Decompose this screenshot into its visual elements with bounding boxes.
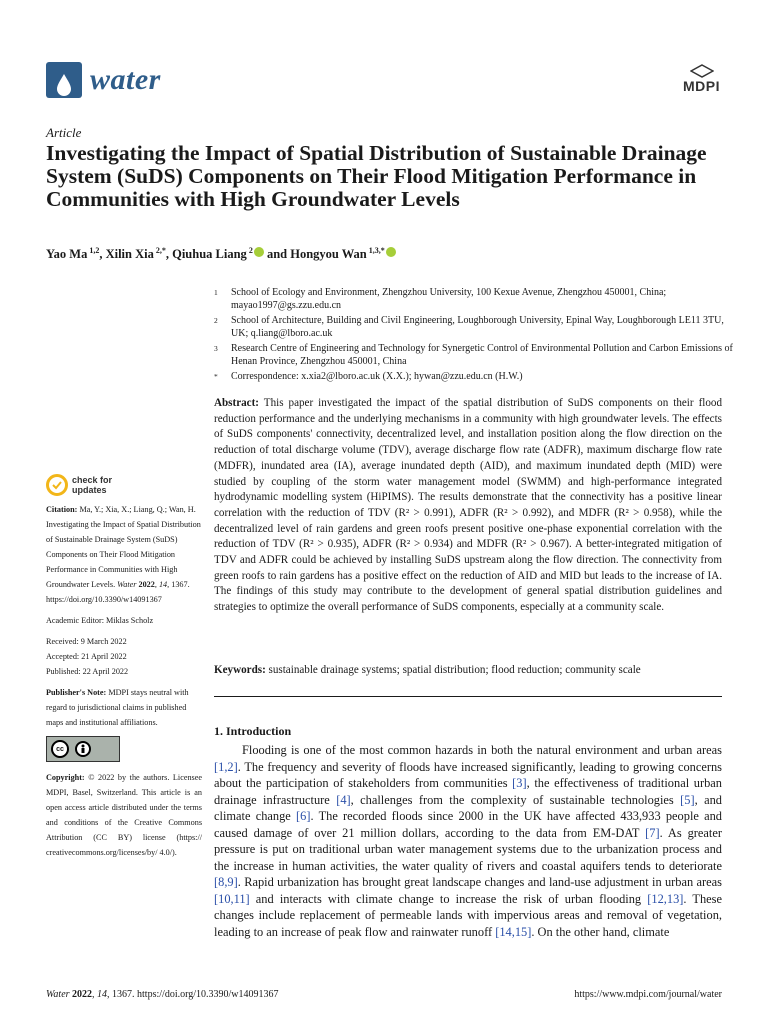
affiliation-item bbox=[214, 314, 734, 340]
affiliation-number: 3 bbox=[214, 344, 218, 353]
orcid-icon[interactable] bbox=[254, 247, 264, 257]
keywords bbox=[214, 664, 722, 676]
article-type: Article bbox=[46, 125, 82, 140]
reference-link[interactable]: [5] bbox=[680, 792, 695, 807]
accepted-date: Accepted: 21 April 2022 bbox=[46, 652, 127, 661]
affiliation-item bbox=[214, 342, 734, 368]
copyright-label: Copyright: bbox=[46, 773, 85, 782]
affiliations bbox=[214, 286, 734, 385]
published-date: Published: 22 April 2022 bbox=[46, 667, 129, 676]
academic-editor: Academic Editor: Miklas Scholz bbox=[46, 616, 154, 625]
check-updates-button[interactable] bbox=[46, 474, 202, 496]
reference-link[interactable]: [6] bbox=[296, 809, 311, 823]
affiliation-number: 1 bbox=[214, 288, 218, 297]
author-name: Yao Ma bbox=[46, 247, 88, 262]
affiliation-item bbox=[214, 370, 734, 383]
mdpi-icon bbox=[690, 64, 714, 78]
citation-journal: Water bbox=[117, 580, 137, 589]
orcid-icon[interactable] bbox=[386, 247, 396, 257]
cc-by-license-badge[interactable] bbox=[46, 736, 120, 762]
citation: Citation: Ma, Y.; Xia, X.; Liang, Q.; Wan, H. Investigating the Impact of Spatial Distribution of Sustainable Drainage System (SuDS) Components on Their Flood Mitigation Performance in Communities with High Groundwater Levels. Water 2022, 14, 1367. https://doi.org/10.3390/w14091367 bbox=[46, 505, 201, 604]
affiliation-text: Research Centre of Engineering and Technology for Synergetic Control of Environmental Pollution and Carbon Emissions of Henan Province, Zhengzhou 450001, China bbox=[231, 343, 733, 367]
reference-link[interactable]: [1,2] bbox=[214, 759, 238, 774]
publishers-note bbox=[46, 685, 202, 730]
author-list: Yao Ma $^{1,2}$, Xilin Xia $^{2,*}$, Qiuhua Liang $^2$ and Hongyou Wan $^{1,3,*}$ bbox=[46, 246, 396, 262]
abstract-text: This paper investigated the impact of the spatial distribution of SuDS components on their flood reduction performance and the underlying mechanisms in a community with high groundwater levels. The effects of SuDS components' connectivity, decentralized level, and installation position along the flow direction on the reduction of total discharge volume (TDV), average discharge flow rate (ADFR), maximum discharge flow rate (MDFR), inundated area (IA), average inundated depth (AID), and maximum inundated depth (MID) were studied by coupling of the storm water management model (SWMM) and high-performance integrated hydrodynamic modelling system (HiPIMS). The results demonstrate that the connectivity has a positive linear correlation with the reduction of TDV (R² > 0.991), ADFR (R² > 0.992), and MDFR (R² > 0.958), while the decentralized level of rain gardens and green roofs present positive one-phase exponential correlation with the reduction of TDV (R² > 0.935), ADFR (R² > 0.934) and MDFR (R² > 0.967). A better-integrated mitigation of TDV and ADFR could be achieved by installing SuDS upstream along the flow direction. The connectivity from green roofs to rain gardens has a positive effect on the reduction of AID and MID but leads to the increase of IA. The findings of this study may contribute to the development of general spatial distribution guidelines and strategies to optimize the overall performance of SuDS components, especially at a community scale. bbox=[214, 397, 722, 614]
introduction-paragraph: Flooding is one of the most common hazards in both the natural environment and urban areas [1,2]. The frequency and severity of floods have increased significantly, leading to growing concerns about the participation of stakeholders from communities [3], the effectiveness of traditional urban drainage infrastructure [4], challenges from the complexity of sustainable technologies [5], and climate change [6]. The recorded floods since 2000 in the UK have affected 433,933 people and caused damage of over 21 million dollars, according to the data from EM-DAT [7]. As greater pressure is put on traditional urban water management systems due to the urbanization process and the increase in human activities, the water quality of rivers and coastal aquifers tends to deteriorate [8,9]. Rapid urbanization has brought great landscape changes and land-use adjustment in urban areas [10,11] and interacts with climate change to increase the risk of urban flooding [12,13]. These changes include replacement of permeable lands with impervious areas and removal of vegetation, leading to an increase of peak flow and rainwater runoff [14,15]. On the other hand, climate bbox=[214, 743, 723, 939]
copyright bbox=[46, 770, 202, 860]
footer-volume: 14 bbox=[97, 989, 108, 1000]
footer-doi[interactable]: , 1367. https://doi.org/10.3390/w14091367 bbox=[107, 989, 279, 1000]
keywords-text: sustainable drainage systems; spatial distribution; flood reduction; community scale bbox=[268, 664, 641, 676]
received-date: Received: 9 March 2022 bbox=[46, 637, 127, 646]
abstract bbox=[214, 396, 722, 616]
footer-citation: Water 2022, 14, 1367. https://doi.org/10.3390/w14091367 bbox=[46, 989, 279, 1000]
affiliation-text: Correspondence: x.xia2@lboro.ac.uk (X.X.); hywan@zzu.edu.cn (H.W.) bbox=[231, 371, 523, 382]
footer-journal-url[interactable]: https://www.mdpi.com/journal/water bbox=[574, 989, 722, 1000]
author-affiliation-marker: 2,* bbox=[153, 246, 166, 255]
reference-link[interactable]: [12,13] bbox=[647, 891, 684, 906]
affiliation-text: School of Architecture, Building and Civil Engineering, Loughborough University, Epinal Way, Loughborough LE11 3TU, UK; q.liang@lboro.ac.uk bbox=[231, 315, 724, 339]
author-name: Qiuhua Liang bbox=[172, 247, 247, 262]
publishers-note-label: Publisher's Note: bbox=[46, 688, 107, 697]
abstract-label: Abstract: bbox=[214, 397, 259, 409]
footer-year: 2022 bbox=[72, 989, 93, 1000]
author-affiliation-marker: 2 bbox=[246, 246, 253, 255]
affiliation-number: * bbox=[214, 372, 218, 381]
citation-volume: 14 bbox=[158, 580, 168, 589]
citation-text-b[interactable]: 1367. https://doi.org/10.3390/w14091367 bbox=[46, 580, 190, 604]
by-person-icon bbox=[75, 741, 91, 757]
author-name: Xilin Xia bbox=[105, 247, 154, 262]
check-updates-icon bbox=[46, 474, 68, 496]
keywords-label: Keywords: bbox=[214, 664, 266, 676]
reference-link[interactable]: [10,11] bbox=[214, 891, 250, 906]
sidebar bbox=[46, 474, 202, 866]
section-divider bbox=[214, 696, 722, 697]
affiliation-item bbox=[214, 286, 734, 312]
article-title: Investigating the Impact of Spatial Distribution of Sustainable Drainage System (SuDS) Components on Their Flood Mitigation Performance in Communities with High Groundwater Levels bbox=[46, 141, 707, 211]
reference-link[interactable]: [14,15] bbox=[495, 924, 532, 939]
journal-name: water bbox=[90, 63, 161, 96]
affiliation-text: School of Ecology and Environment, Zhengzhou University, 100 Kexue Avenue, Zhengzhou 450001, China; mayao1997@gs.zzu.edu.cn bbox=[231, 287, 667, 311]
affiliation-number: 2 bbox=[214, 316, 218, 325]
reference-link[interactable]: [7] bbox=[645, 825, 660, 840]
copyright-text: © 2022 by the authors. Licensee MDPI, Basel, Switzerland. This article is an open access article distributed under the terms and conditions of the Creative Commons Attribution (CC BY) license (https:// creativecommons.org/licenses/by/ 4.0/). bbox=[46, 773, 203, 857]
author-affiliation-marker: 1,2 bbox=[87, 246, 100, 255]
author-name: Hongyou Wan bbox=[290, 247, 367, 262]
reference-link[interactable]: [4] bbox=[336, 792, 351, 807]
footer-journal: Water bbox=[46, 989, 70, 1000]
author-affiliation-marker: 1,3,* bbox=[366, 246, 385, 255]
citation-text-a: Ma, Y.; Xia, X.; Liang, Q.; Wan, H. Investigating the Impact of Spatial Distribution of Sustainable Drainage System (SuDS) Components on Their Flood Mitigation Performance in Communities with High Groundwater Levels. bbox=[46, 505, 201, 589]
check-updates-label: check for updates bbox=[72, 475, 113, 495]
publishers-note-text: MDPI stays neutral with regard to jurisdictional claims in published maps and institutional affiliations. bbox=[46, 688, 189, 727]
section-heading: 1. Introduction bbox=[214, 724, 292, 738]
citation-year: 2022 bbox=[138, 580, 155, 589]
citation-label: Citation: bbox=[46, 505, 78, 514]
journal-logo[interactable] bbox=[46, 62, 161, 98]
publisher-name: MDPI bbox=[683, 78, 720, 94]
reference-link[interactable]: [8,9] bbox=[214, 875, 238, 889]
publisher-logo[interactable] bbox=[683, 64, 720, 94]
cc-icon: cc bbox=[51, 740, 69, 758]
water-drop-icon bbox=[46, 62, 82, 98]
reference-link[interactable]: [3] bbox=[512, 776, 527, 790]
